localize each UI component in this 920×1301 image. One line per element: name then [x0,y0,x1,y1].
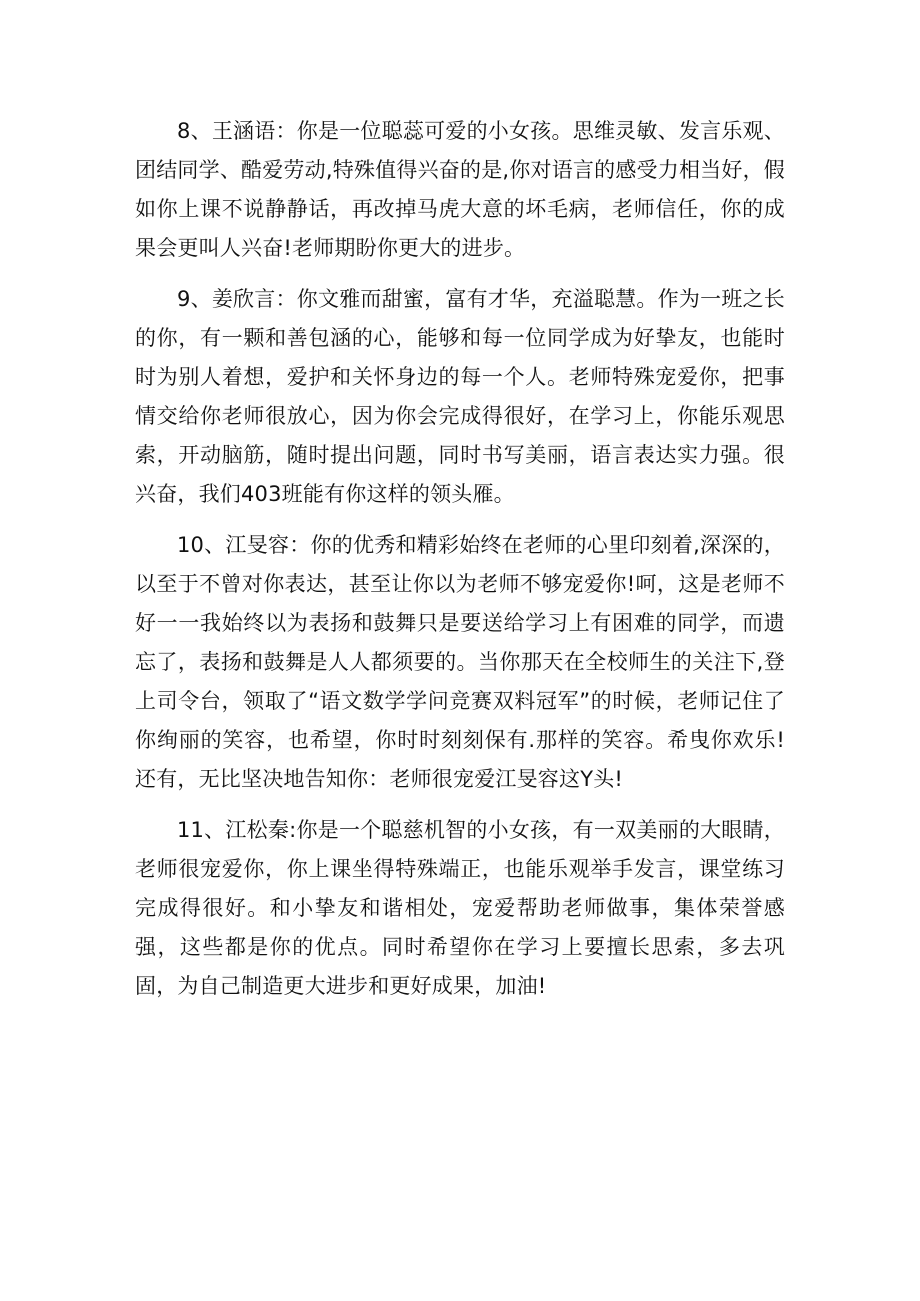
paragraph-comment-8: 8、王涵语：你是一位聪蕊可爱的小女孩。思维灵敏、发言乐观、团结同学、酷爱劳动,特殊值得兴奋的是,你对语言的感受力相当好，假如你上课不说静静话，再改掉马虎大意的坏毛病，老师信任，你的成果会更叫人兴奋!老师期盼你更大的进步。 [135,119,785,260]
document-page [135,112,785,1018]
paragraph-comment-10: 10、江旻容：你的优秀和精彩始终在老师的心里印刻着,深深的，以至于不曾对你表达，甚至让你以为老师不够宠爱你!呵，这是老师不好一一我始终以为表扬和鼓舞只是要送给学习上有困难的同学，而遗忘了，表扬和鼓舞是人人都须要的。当你那天在全校师生的关注下,登上司令台，领取了“语文数学学问竞赛双料冠军”的时候，老师记住了你绚丽的笑容，也希望，你时时刻刻保有.那样的笑容。希曳你欢乐!还有，无比坚决地告知你：老师很宠爱江旻容这Y头! [135,533,785,791]
paragraph-comment-11: 11、江松秦:你是一个聪慈机智的小女孩，有一双美丽的大眼睛，老师很宠爱你，你上课坐得特殊端正，也能乐观举手发言，课堂练习完成得很好。和小挚友和谐相处，宠爱帮助老师做事，集体荣誉感强，这些都是你的优点。同时希望你在学习上要擅长思索，多去巩固，为自己制造更大进步和更好成果，加油! [135,818,785,998]
paragraph-comment-9: 9、姜欣言：你文雅而甜蜜，富有才华，充溢聪慧。作为一班之长的你，有一颗和善包涵的心，能够和每一位同学成为好挚友，也能时时为别人着想，爱护和关怀身边的每一个人。老师特殊宠爱你，把事情交给你老师很放心，因为你会完成得很好，在学习上，你能乐观思索，开动脑筋，随时提出问题，同时书写美丽，语言表达实力强。很兴奋，我们403班能有你这样的领头雁。 [135,287,785,506]
